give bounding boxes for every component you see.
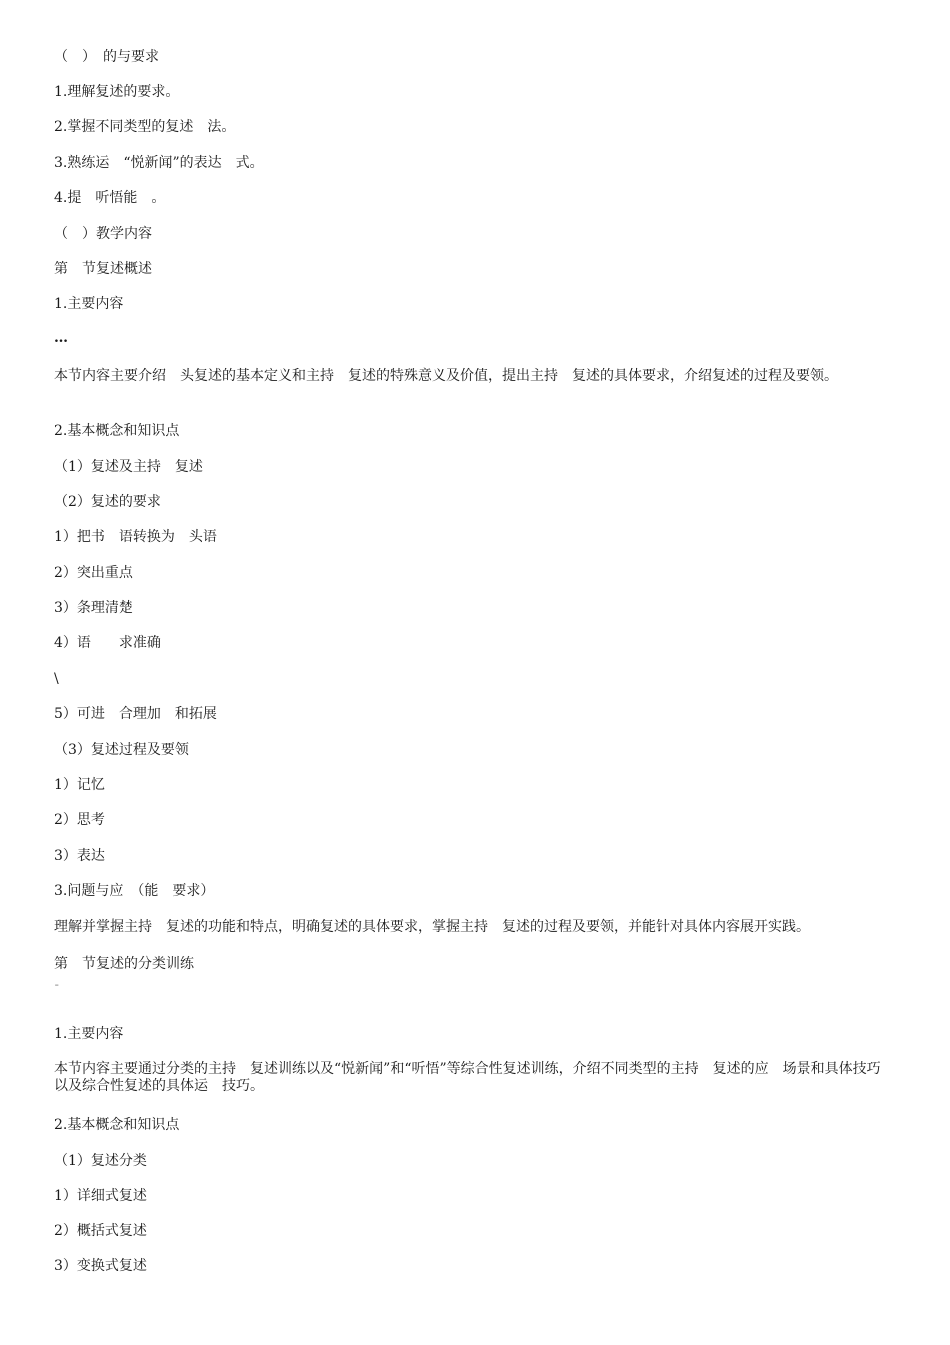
requirement-5: 5）可进 合理加 和拓展 [54, 706, 217, 722]
classification-item-3: 3）变换式复述 [54, 1258, 147, 1274]
concept-item-3: （3）复述过程及要领 [54, 742, 189, 758]
objective-item-3: 3.熟练运 “悦新闻”的表达 式。 [54, 155, 264, 171]
process-step-2: 2）思考 [54, 812, 105, 828]
classification-item-1: 1）详细式复述 [54, 1188, 147, 1204]
ellipsis-mark: … [54, 330, 68, 346]
process-step-1: 1）记忆 [54, 777, 105, 793]
concept-item-2: （2）复述的要求 [54, 494, 161, 510]
main-content-heading: 1.主要内容 [54, 296, 124, 312]
section-1-title: 第 节复述概述 [54, 261, 152, 277]
stray-mark: ˉ [54, 983, 60, 996]
questions-heading: 3.问题与应 （能 要求） [54, 883, 215, 899]
requirement-2: 2）突出重点 [54, 565, 133, 581]
classification-item-2: 2）概括式复述 [54, 1223, 147, 1239]
objectives-heading: （ ） 的与要求 [54, 49, 159, 65]
objective-item-2: 2.掌握不同类型的复述 法。 [54, 119, 236, 135]
stray-backslash: \ [54, 671, 59, 687]
classification-heading: （1）复述分类 [54, 1153, 147, 1169]
concepts-heading: 2.基本概念和知识点 [54, 423, 180, 439]
section-1-summary: 本节内容主要介绍 头复述的基本定义和主持 复述的特殊意义及价值，提出主持 复述的具体要求，介绍复述的过程及要领。 [54, 368, 838, 384]
section-2-summary: 本节内容主要通过分类的主持 复述训练以及“悦新闻”和“听悟”等综合性复述训练，介绍不同类型的主持 复述的应 场景和具体技巧以及综合性复述的具体运 技巧。 [54, 1061, 881, 1094]
section-2-concepts-heading: 2.基本概念和知识点 [54, 1117, 180, 1133]
requirement-3: 3）条理清楚 [54, 600, 133, 616]
objective-item-1: 1.理解复述的要求。 [54, 84, 180, 100]
section-2-main-content-heading: 1.主要内容 [54, 1026, 124, 1042]
ability-requirements: 理解并掌握主持 复述的功能和特点，明确复述的具体要求，掌握主持 复述的过程及要领，并能针对具体内容展开实践。 [54, 919, 810, 935]
objective-item-4: 4.提 听悟能 。 [54, 190, 166, 206]
requirement-1: 1）把书 语转换为 头语 [54, 529, 217, 545]
process-step-3: 3）表达 [54, 848, 105, 864]
concept-item-1: （1）复述及主持 复述 [54, 459, 203, 475]
requirement-4: 4）语 求准确 [54, 635, 161, 651]
content-heading: （ ）教学内容 [54, 226, 152, 242]
section-2-title: 第 节复述的分类训练 [54, 956, 194, 972]
